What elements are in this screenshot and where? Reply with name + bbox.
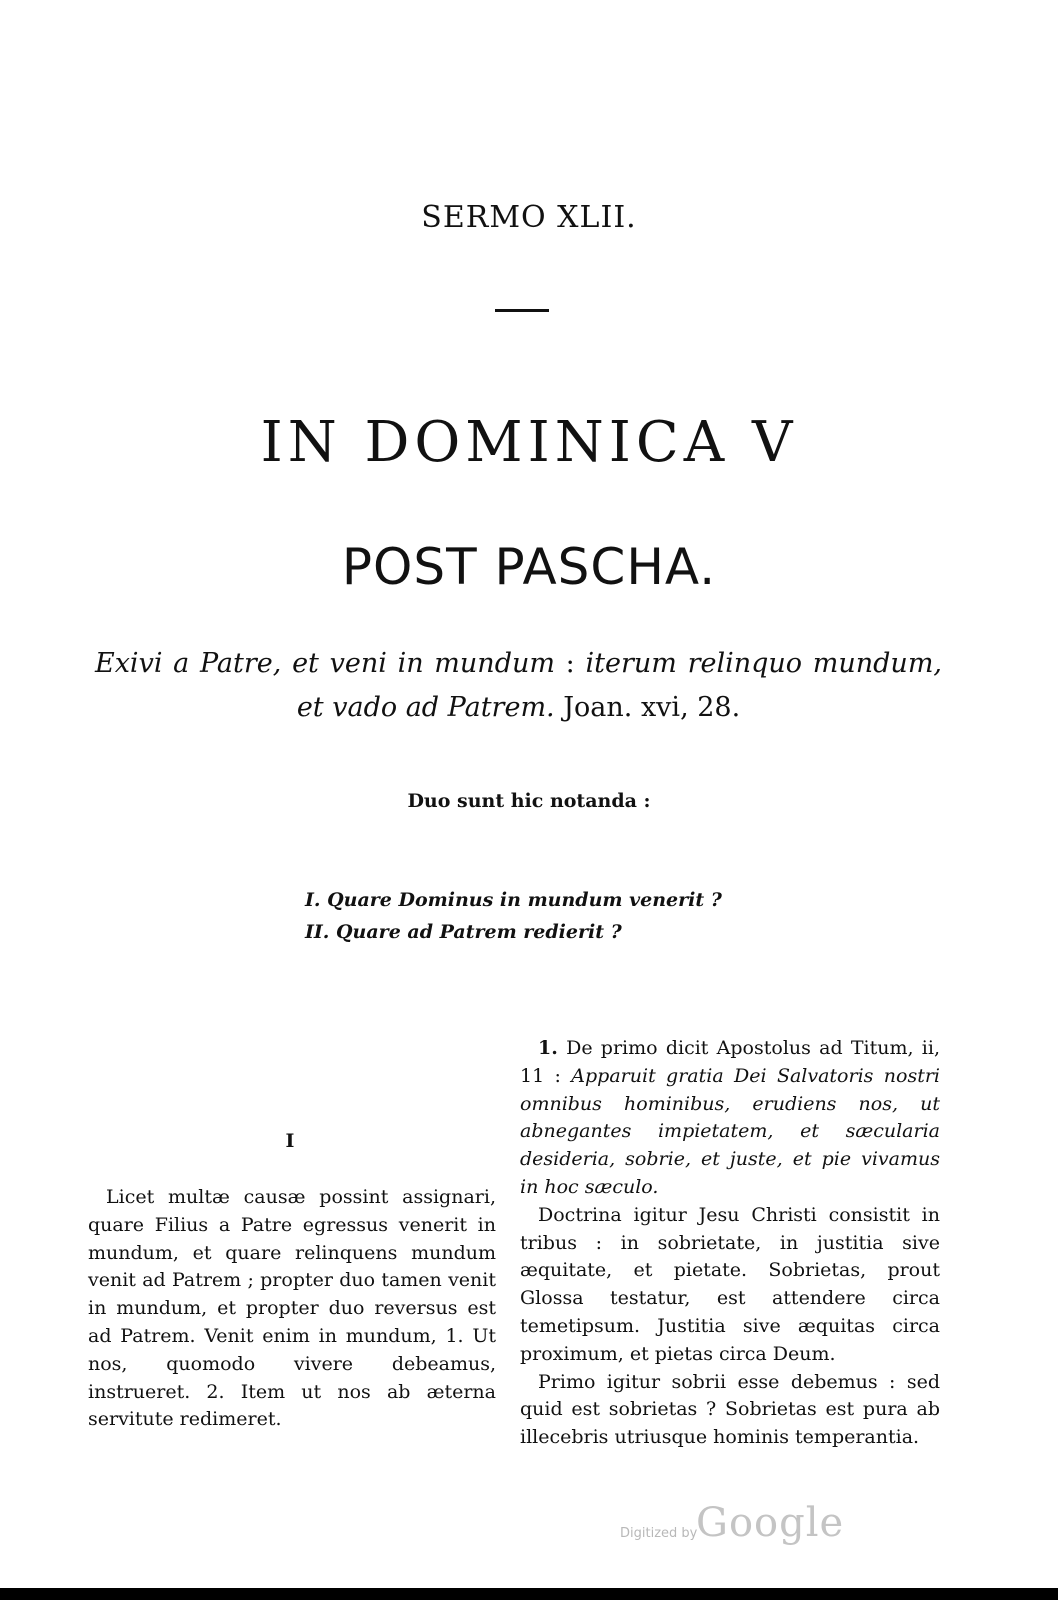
right-paragraph-2: Doctrina igitur Jesu Christi consistit in tribus : in sobrietate, in justitia sive æquitate, et pietate. Sobrietas, prout Glossa testatur, est attendere circa temetipsum. Justitia sive æquitas circa proximum, et pietas circa Deum.	[520, 1203, 940, 1365]
right-paragraph-1	[520, 1035, 940, 1202]
left-column	[88, 1184, 496, 1434]
sermon-number: SERMO XLII.	[421, 200, 637, 235]
page-subtitle: POST PASCHA.	[341, 538, 717, 596]
epigraph-quote-part1: Exivi a Patre, et veni in mundum	[95, 648, 555, 679]
epigraph	[95, 642, 942, 730]
paragraph-number: 1.	[538, 1037, 558, 1059]
right-paragraph-3: Primo igitur sobrii esse debemus : sed quid est sobrietas ? Sobrietas est pura ab illecebris utriusque hominis temperantia.	[520, 1370, 940, 1449]
paragraph-lead: De primo dicit Apostolus ad Titum,	[557, 1037, 922, 1059]
outline-intro: Duo sunt hic notanda :	[407, 790, 651, 812]
divider-rule	[495, 309, 549, 312]
scripture-quote: Apparuit gratia Dei Salvatoris nostri omnibus hominibus, erudiens nos, ut abnegantes impietatem, et sæcularia desideria, sobrie, et juste, et pie vivamus in hoc sæculo.	[520, 1064, 940, 1198]
epigraph-reference: Joan. xvi, 28.	[554, 692, 741, 723]
watermark-small-text: Digitized by	[620, 1526, 698, 1541]
epigraph-quote-part2: iterum relinquo mundum, et vado ad Patrem.	[296, 648, 942, 723]
section-numeral: I	[285, 1130, 295, 1152]
epigraph-separator: :	[554, 648, 586, 679]
page-title: IN DOMINICA V	[260, 410, 798, 475]
outline-points	[305, 884, 722, 948]
google-logo: Google	[696, 1500, 845, 1546]
outline-point: II. Quare ad Patrem redierit ?	[305, 921, 622, 943]
scan-edge-bar	[0, 1588, 1058, 1600]
scripture-reference: ii, 11 :	[520, 1037, 940, 1087]
outline-point: I. Quare Dominus in mundum venerit ?	[305, 889, 722, 911]
left-paragraph: Licet multæ causæ possint assignari, quare Filius a Patre egressus venerit in mundum, et quare relinquens mundum venit ad Patrem ; propter duo tamen venit in mundum, et propter duo reversus est ad Patrem. Venit enim in mundum, 1. Ut nos, quomodo vivere debeamus, instrueret. 2. Item ut nos ab æterna servitute redimeret.	[88, 1186, 496, 1431]
right-column	[520, 1035, 940, 1452]
google-watermark	[620, 1500, 850, 1560]
